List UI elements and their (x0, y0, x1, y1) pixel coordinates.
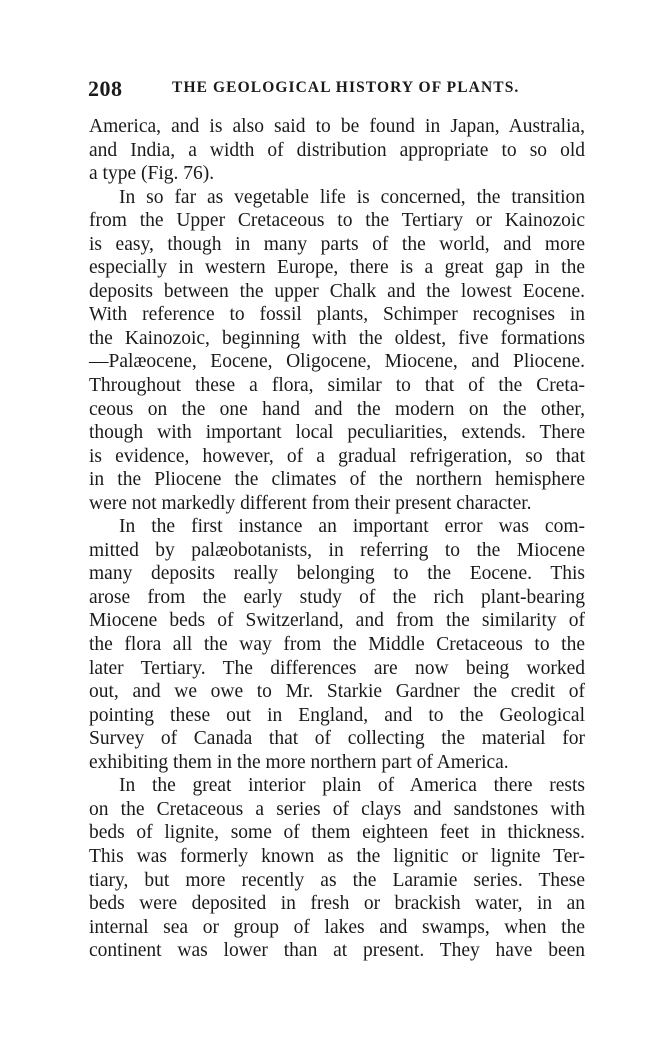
text-line: and India, a width of distribution appropriate to so old (89, 139, 585, 161)
text-line: though with important local peculiarities, extends. There (89, 422, 585, 444)
text-line: This was formerly known as the lignitic or lignite Ter- (89, 845, 585, 867)
text-line: beds of lignite, some of them eighteen feet in thickness. (89, 822, 585, 844)
text-line: Throughout these a flora, similar to that of the Creta- (89, 375, 585, 397)
text-line: in the Pliocene the climates of the northern hemisphere (89, 469, 585, 491)
text-line: Survey of Canada that of collecting the material for (89, 728, 585, 750)
text-line: America, and is also said to be found in Japan, Australia, (89, 116, 585, 137)
text-line: the Kainozoic, beginning with the oldest, five formations (89, 327, 585, 349)
text-line: internal sea or group of lakes and swamps, when the (89, 916, 585, 938)
text-line: continent was lower than at present. They have been (89, 940, 585, 962)
text-line: out, and we owe to Mr. Starkie Gardner the credit of (89, 681, 585, 703)
text-line: is evidence, however, of a gradual refrigeration, so that (89, 445, 585, 467)
text-line: In the first instance an important error was com- (119, 516, 585, 538)
text-line: later Tertiary. The differences are now being worked (89, 657, 585, 679)
text-line: deposits between the upper Chalk and the lowest Eocene. (89, 280, 585, 302)
text-line: ceous on the one hand and the modern on the other, (89, 398, 585, 420)
text-line: the flora all the way from the Middle Cretaceous to the (89, 634, 585, 656)
text-line: beds were deposited in fresh or brackish water, in an (89, 893, 585, 915)
text-line: many deposits really belonging to the Eocene. This (89, 563, 585, 585)
text-line: is easy, though in many parts of the world, and more (89, 233, 585, 255)
text-line: from the Upper Cretaceous to the Tertiary or Kainozoic (89, 210, 585, 232)
text-line: arose from the early study of the rich plant-bearing (89, 586, 585, 608)
text-line: tiary, but more recently as the Laramie series. These (89, 869, 585, 891)
text-line: With reference to fossil plants, Schimper recognises in (89, 304, 585, 326)
text-line: —Palæocene, Eocene, Oligocene, Miocene, and Pliocene. (89, 351, 585, 373)
text-line: Miocene beds of Switzerland, and from the similarity of (89, 610, 585, 632)
running-title: THE GEOLOGICAL HISTORY OF PLANTS. (172, 79, 520, 96)
text-line: In the great interior plain of America there rests (119, 775, 585, 797)
text-line: mitted by palæobotanists, in referring to the Miocene (89, 539, 585, 561)
text-line: a type (Fig. 76). (89, 163, 215, 185)
text-line: especially in western Europe, there is a great gap in the (89, 257, 585, 279)
running-head (88, 76, 588, 102)
text-line: were not markedly different from their present character. (89, 492, 532, 514)
body-text (89, 115, 585, 963)
text-line: on the Cretaceous a series of clays and sandstones with (89, 798, 585, 820)
text-line: pointing these out in England, and to the Geological (89, 704, 585, 726)
text-line: In so far as vegetable life is concerned, the transition (119, 186, 585, 208)
page-number: 208 (88, 76, 123, 101)
text-line: exhibiting them in the more northern part of America. (89, 751, 509, 773)
